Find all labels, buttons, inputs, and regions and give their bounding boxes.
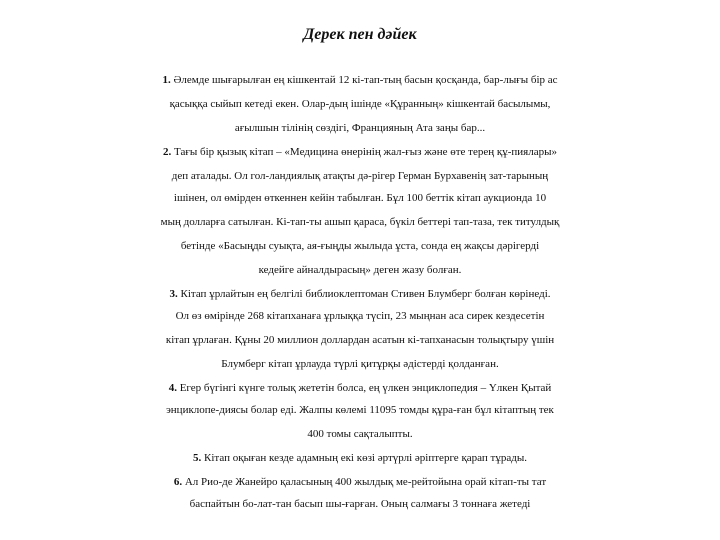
- paragraph-1-line-1: [0, 70, 720, 90]
- paragraph-4-number: 4.: [168, 382, 177, 394]
- paragraph-2-line-6: кедейге айналдырасың» деген жазу болған.: [258, 264, 462, 276]
- paragraph-6-number: 6.: [173, 476, 183, 488]
- paragraph-3-line-2: Ол өз өмірінде 268 кітапханаға ұрлыққа түсіп, 23 мыңнан аса сирек кездесетін: [175, 310, 545, 322]
- paragraph-2-line-4: мың долларға сатылған. Кі-тап-ты ашып қараса, бүкіл беттері тап-таза, тек титулдық: [160, 216, 560, 228]
- page-title: Дерек пен дәйек: [303, 26, 417, 43]
- paragraph-3-line-3: кітап ұрлаған. Құны 20 миллион доллардан асатын кі-тапханасын толықтыру үшін: [165, 334, 555, 346]
- paragraph-4-line-1: [0, 378, 720, 398]
- paragraph-4-line-3: 400 томы сақталыпты.: [307, 428, 413, 440]
- paragraph-5-text: Кітап оқыған кезде адамның екі көзі әртүрлі әріптерге қарап тұрады.: [204, 452, 527, 464]
- paragraph-2-line-3: ішінен, ол өмірден өткеннен кейін табылған. Бұл 100 беттік кітап аукционда 10: [173, 192, 547, 204]
- paragraph-3-text: Кітап ұрлайтын ең белгілі библиоклептоман Стивен Блумберг болған көрінеді.: [180, 288, 551, 300]
- paragraph-3-line-4: Блумберг кітап ұрлауда түрлі қитұрқы әдістерді қолданған.: [221, 358, 499, 370]
- paragraph-6-line-1: [0, 472, 720, 492]
- paragraph-6-text: Ал Рио-де Жанейро қаласының 400 жылдық ме-рейтойына орай кітап-ты тат: [184, 476, 547, 488]
- paragraph-1-line-2: қасыққа сыйып кетеді екен. Олар-дың ішінде «Құранның» кішкентай басылымы,: [169, 98, 551, 110]
- paragraph-2-text: Тағы бір қызық кітап – «Медицина өнерінің жал-ғыз және өте терең құ-пиялары»: [174, 146, 557, 158]
- paragraph-2-line-2: деп аталады. Ол гол-ландиялық атақты дә-рігер Герман Бурхавенің зат-тарының: [171, 170, 549, 182]
- paragraph-3-number: 3.: [169, 288, 178, 300]
- paragraph-2-line-5: бетінде «Басыңды суықта, ая-ғыңды жылыда ұста, сонда ең жақсы дәрігерді: [180, 240, 540, 252]
- paragraph-3-line-1: [0, 284, 720, 304]
- paragraph-5-number: 5.: [193, 452, 202, 464]
- paragraph-4-line-2: энциклопе-диясы болар еді. Жалпы көлемі 11095 томды құра-ған бұл кітаптың тек: [166, 404, 554, 416]
- paragraph-4-text: Егер бүгінгі күнге толық жететін болса, ең үлкен энциклопедия – Үлкен Қытай: [179, 382, 552, 394]
- paragraph-6-line-2: баспайтын бо-лат-тан басып шы-ғарған. Оның салмағы 3 тоннаға жетеді: [189, 498, 531, 510]
- paragraph-1-line-3: ағылшын тілінің сөздігі, Францияның Ата заңы бар...: [234, 122, 486, 134]
- paragraph-2-number: 2.: [163, 146, 172, 158]
- paragraph-1-number: 1.: [162, 74, 171, 86]
- paragraph-1-text: Әлемде шығарылған ең кішкентай 12 кі-тап-тың басын қосқанда, бар-лығы бір ас: [173, 74, 558, 86]
- paragraph-2-line-1: [0, 142, 720, 162]
- paragraph-5-line-1: [0, 448, 720, 468]
